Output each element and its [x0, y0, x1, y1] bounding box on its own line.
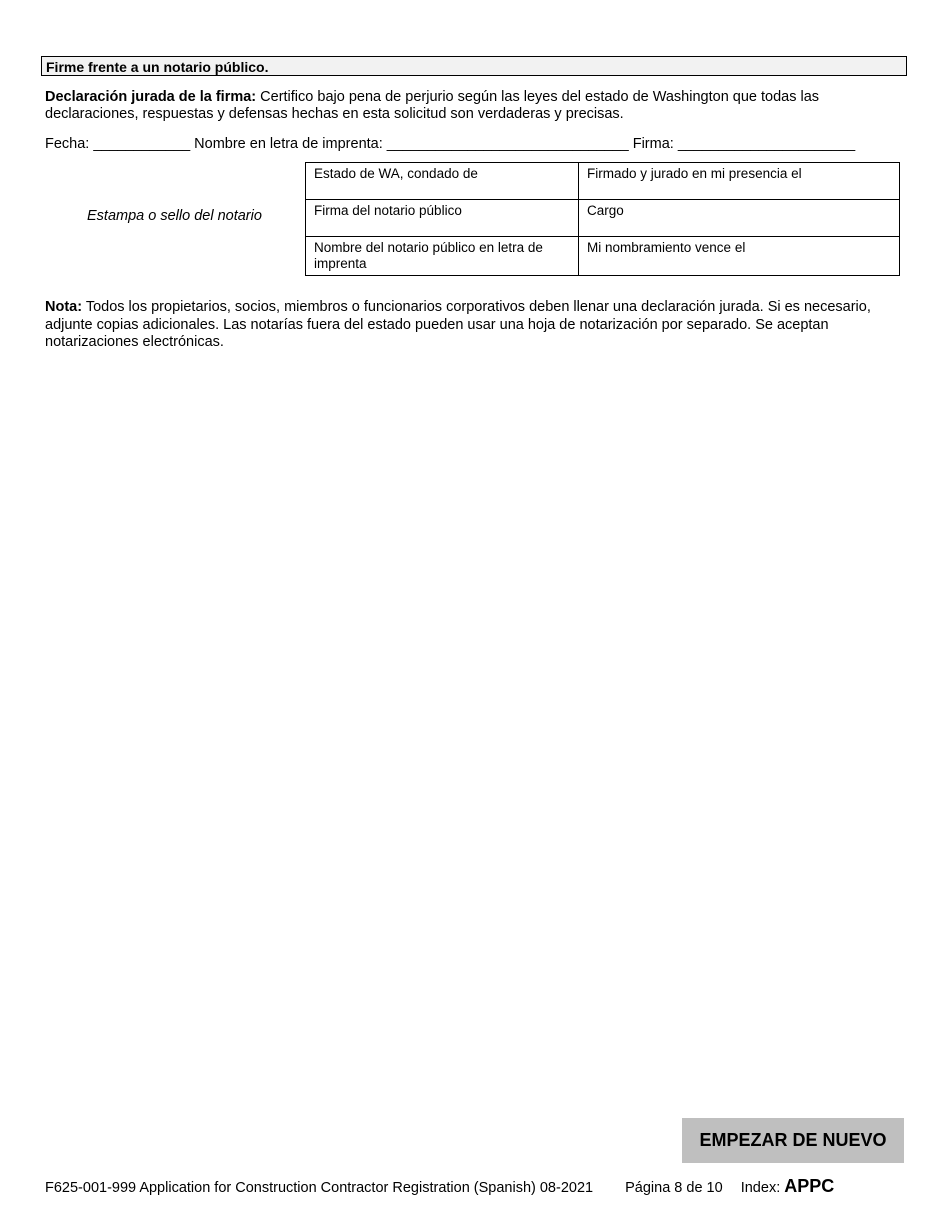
section-header: Firme frente a un notario público. — [41, 56, 907, 76]
wa-county-field[interactable]: Estado de WA, condado de — [306, 163, 579, 200]
index-value: APPC — [784, 1176, 835, 1196]
table-row — [306, 163, 900, 200]
commission-expires-field[interactable]: Mi nombramiento vence el — [579, 237, 900, 276]
signature-line[interactable]: Fecha: ____________ Nombre en letra de imprenta: ______________________________ Firma: ______________________ — [45, 136, 856, 152]
note-label: Nota: — [45, 299, 83, 315]
table-row — [306, 237, 900, 276]
signed-sworn-date-field[interactable]: Firmado y jurado en mi presencia el — [579, 163, 900, 200]
sworn-declaration — [45, 89, 905, 123]
declaration-label: Declaración jurada de la firma: — [45, 89, 257, 105]
page-number: Página 8 de 10 — [625, 1180, 723, 1196]
notary-table — [305, 162, 900, 276]
restart-button[interactable]: EMPEZAR DE NUEVO — [682, 1118, 904, 1163]
notary-stamp-label: Estampa o sello del notario — [87, 208, 262, 224]
declaration-text: Certifico bajo pena de perjurio según las leyes del estado de Washington que todas las declaraciones, respuestas y defensas hechas en esta solicitud son verdaderas y precisas. — [45, 89, 820, 122]
table-row — [306, 200, 900, 237]
notary-printed-name-field[interactable]: Nombre del notario público en letra de imprenta — [306, 237, 579, 276]
note-paragraph — [45, 299, 907, 352]
page-footer — [45, 1176, 915, 1197]
note-text: Todos los propietarios, socios, miembros o funcionarios corporativos deben llenar una declaración jurada. Si es necesario, adjunte copias adicionales. Las notarías fuera del estado pueden usar una hoja de notarización por separado. Se aceptan notarizaciones electrónicas. — [45, 299, 871, 350]
notary-signature-field[interactable]: Firma del notario público — [306, 200, 579, 237]
notary-title-field[interactable]: Cargo — [579, 200, 900, 237]
form-identifier: F625-001-999 Application for Construction Contractor Registration (Spanish) 08-2021 — [45, 1180, 594, 1196]
index-label: Index: — [740, 1180, 781, 1196]
